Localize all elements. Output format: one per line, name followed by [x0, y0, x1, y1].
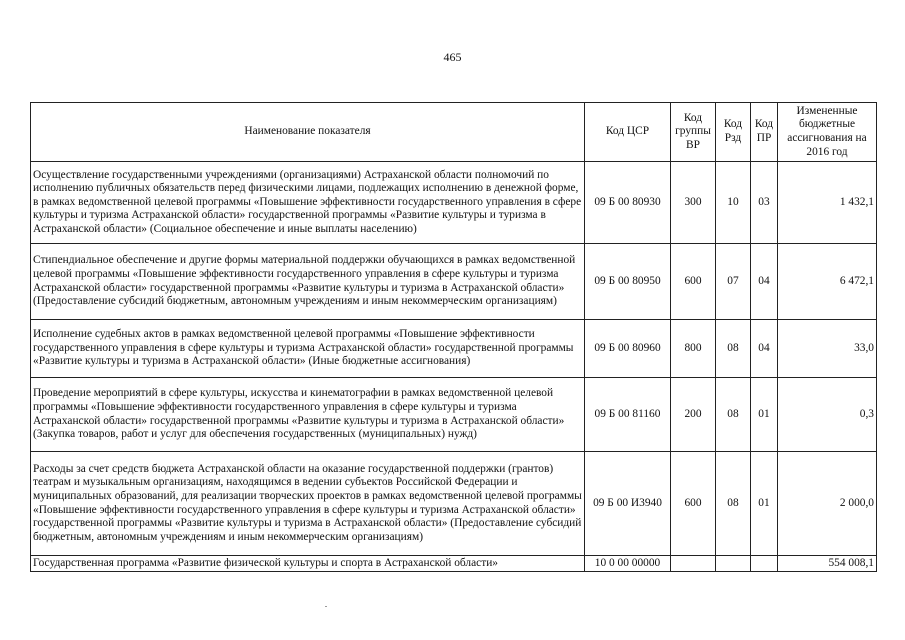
cell-pr: 01 — [751, 452, 778, 556]
cell-vr: 800 — [671, 320, 716, 378]
cell-pr: 04 — [751, 320, 778, 378]
cell-csr: 09 Б 00 80960 — [585, 320, 671, 378]
cell-csr: 10 0 00 00000 — [585, 556, 671, 572]
cell-name: Расходы за счет средств бюджета Астраханской области на оказание государственной поддержки (грантов) театрам и музыкальным организациям, находящимся в ведении субъектов Российской Федерации и муниципальных образований, для реализации творческих проектов в рамках ведомственной целевой программы «Повышение эффективности государственного управления в сфере культуры и туризма Астраханской области» государственной программы «Развитие культуры и туризма в Астраханской области» (Предоставление субсидий бюджетным, автономным учреждениям и иным некоммерческим организациям) — [31, 452, 585, 556]
scan-speck — [325, 606, 327, 607]
cell-name: Осуществление государственными учреждениями (организациями) Астраханской области полномочий по исполнению публичных обязательств перед физическими лицами, подлежащих исполнению в денежной форме, в рамках ведомственной целевой программы «Повышение эффективности государственного управления в сфере культуры и туризма Астраханской области» государственной программы «Развитие культуры и туризма в Астраханской области» (Социальное обеспечение и иные выплаты населению) — [31, 162, 585, 244]
cell-vr: 200 — [671, 378, 716, 452]
cell-rzd: 08 — [716, 452, 751, 556]
cell-rzd: 08 — [716, 378, 751, 452]
cell-name: Проведение мероприятий в сфере культуры, искусства и кинематографии в рамках ведомственной целевой программы «Повышение эффективности государственного управления в сфере культуры и туризма Астраханской области» государственной программы «Развитие культуры и туризма в Астраханской области» (Закупка товаров, работ и услуг для обеспечения государственных (муниципальных) нужд) — [31, 378, 585, 452]
cell-vr: 600 — [671, 452, 716, 556]
table-row — [31, 162, 877, 244]
cell-csr: 09 Б 00 И3940 — [585, 452, 671, 556]
table-row — [31, 378, 877, 452]
header-rzd: Код Рзд — [716, 103, 751, 162]
header-vr: Код группы ВР — [671, 103, 716, 162]
cell-rzd: 08 — [716, 320, 751, 378]
cell-pr: 04 — [751, 244, 778, 320]
cell-pr: 01 — [751, 378, 778, 452]
table-row — [31, 320, 877, 378]
header-name: Наименование показателя — [31, 103, 585, 162]
cell-rzd: 07 — [716, 244, 751, 320]
cell-vr: 300 — [671, 162, 716, 244]
cell-rzd: 10 — [716, 162, 751, 244]
header-csr: Код ЦСР — [585, 103, 671, 162]
cell-vr — [671, 556, 716, 572]
cell-csr: 09 Б 00 80930 — [585, 162, 671, 244]
cell-amount: 1 432,1 — [778, 162, 877, 244]
cell-rzd — [716, 556, 751, 572]
cell-csr: 09 Б 00 80950 — [585, 244, 671, 320]
cell-amount: 33,0 — [778, 320, 877, 378]
cell-csr: 09 Б 00 81160 — [585, 378, 671, 452]
table-row — [31, 244, 877, 320]
cell-vr: 600 — [671, 244, 716, 320]
cell-amount: 2 000,0 — [778, 452, 877, 556]
table-header-row — [31, 103, 877, 162]
cell-pr — [751, 556, 778, 572]
page-number: 465 — [443, 50, 462, 64]
table-row — [31, 452, 877, 556]
cell-name: Стипендиальное обеспечение и другие формы материальной поддержки обучающихся в рамках ведомственной целевой программы «Повышение эффективности государственного управления в сфере культуры и туризма Астраханской области» государственной программы «Развитие культуры и туризма в Астраханской области» (Предоставление субсидий бюджетным, автономным учреждениям и иным некоммерческим организациям) — [31, 244, 585, 320]
cell-name: Исполнение судебных актов в рамках ведомственной целевой программы «Повышение эффективности государственного управления в сфере культуры и туризма Астраханской области» государственной программы «Развитие культуры и туризма в Астраханской области» (Иные бюджетные ассигнования) — [31, 320, 585, 378]
cell-amount: 0,3 — [778, 378, 877, 452]
cell-amount: 554 008,1 — [778, 556, 877, 572]
cell-amount: 6 472,1 — [778, 244, 877, 320]
budget-table — [30, 102, 877, 572]
cell-name: Государственная программа «Развитие физической культуры и спорта в Астраханской области» — [31, 556, 585, 572]
cell-pr: 03 — [751, 162, 778, 244]
table-row — [31, 556, 877, 572]
header-amount: Измененные бюджетные ассигнования на 2016 год — [778, 103, 877, 162]
header-pr: Код ПР — [751, 103, 778, 162]
